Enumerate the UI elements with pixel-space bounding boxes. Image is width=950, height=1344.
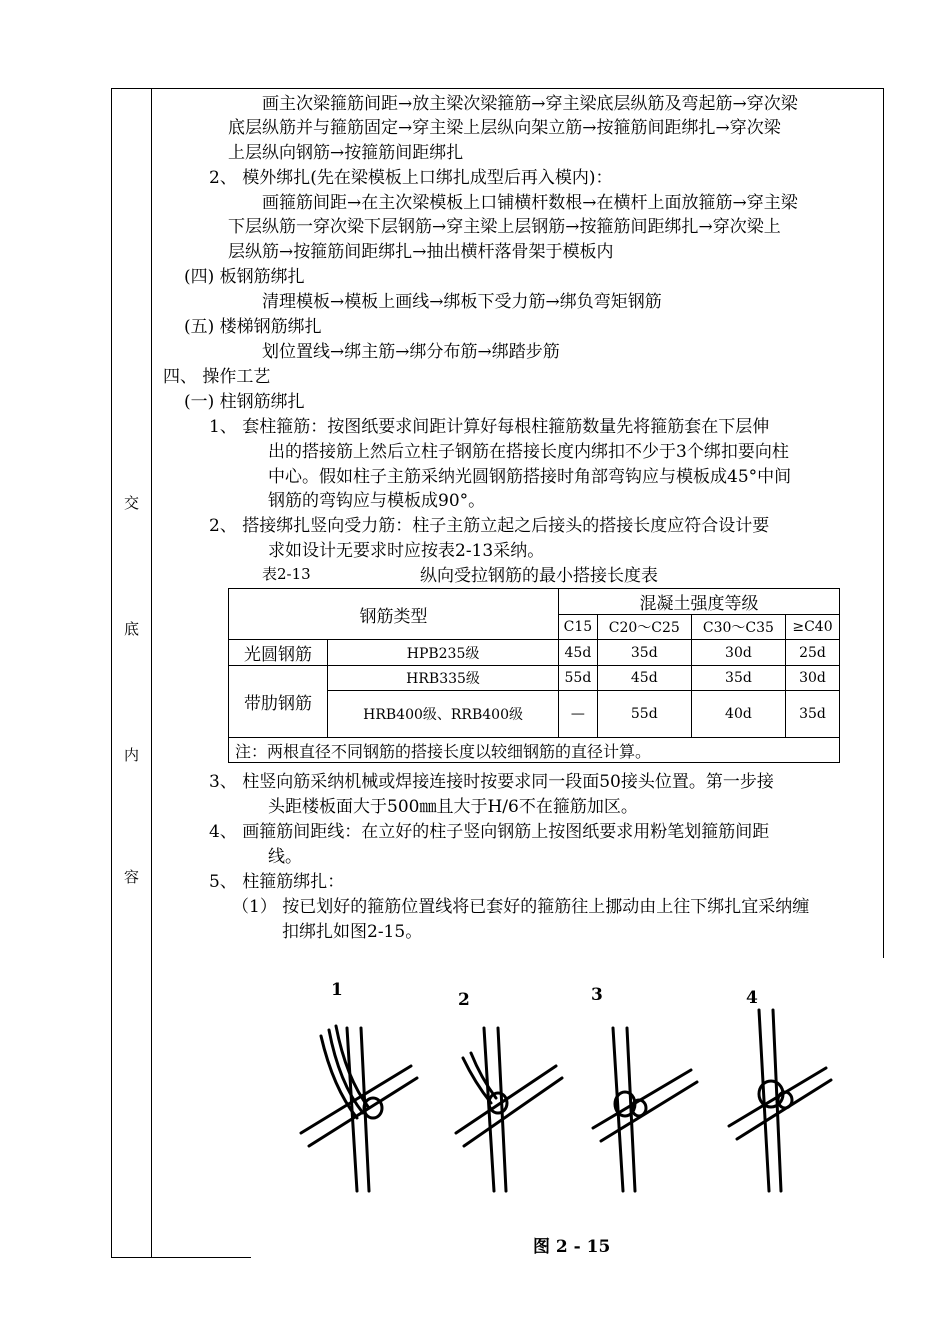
text-line: 线。 (268, 847, 302, 867)
text-line: 画箍筋间距→在主次梁模板上口铺横杆数根→在横杆上面放箍筋→穿主梁 (262, 193, 798, 213)
tie-step-1-drawing (301, 1026, 417, 1191)
tie-step-2-drawing (456, 1028, 562, 1191)
figure-step-number: 2 (458, 990, 470, 1010)
table-note: 注：两根直径不同钢筋的搭接长度以较细钢筋的直径计算。 (229, 738, 840, 763)
value-cell: — (559, 691, 598, 738)
subtype-cell: HPB235级 (328, 640, 559, 666)
figure-step-number: 3 (591, 985, 603, 1005)
text-line: 划位置线→绑主筋→绑分布筋→绑踏步筋 (262, 342, 560, 362)
subtype-cell: HRB335级 (328, 666, 559, 691)
text-line: 画主次梁箍筋间距→放主梁次梁箍筋→穿主梁底层纵筋及弯起筋→穿次梁 (262, 94, 798, 114)
text-line: （1） 按已划好的箍筋位置线将已套好的箍筋往上挪动由上往下绑扎宜采纳缠 (232, 897, 810, 917)
table-number: 表2-13 (262, 565, 311, 583)
subtype-cell: HRB400级、RRB400级 (328, 691, 559, 738)
header-type: 钢筋类型 (229, 589, 559, 640)
value-cell: 45d (559, 640, 598, 666)
text-line: 扣绑扎如图2-15。 (282, 922, 423, 942)
value-cell: 55d (559, 666, 598, 691)
text-line: 1、 套柱箍筋：按图纸要求间距计算好每根柱箍筋数量先将箍筋套在下层伸 (209, 417, 770, 437)
text-line: 3、 柱竖向筋采纳机械或焊接连接时按要求同一段面50接头位置。第一步接 (209, 772, 774, 792)
tie-step-4-drawing (729, 1010, 831, 1191)
text-line: 2、 搭接绑扎竖向受力筋：柱子主筋立起之后接头的搭接长度应符合设计要 (209, 516, 770, 536)
text-line: 清理模板→模板上画线→绑板下受力筋→绑负弯矩钢筋 (262, 292, 662, 312)
text-line: 头距楼板面大于500㎜且大于H/6不在箍筋加区。 (268, 797, 638, 817)
text-line: 层纵筋→按箍筋间距绑扎→抽出横杆落骨架于模板内 (228, 242, 614, 262)
value-cell: 25d (786, 640, 840, 666)
figure-step-number: 1 (331, 980, 343, 1000)
grade-col: C15 (559, 615, 598, 640)
figure-caption: 图 2 - 15 (533, 1237, 611, 1257)
text-line: 2、 模外绑扎(先在梁模板上口绑扎成型后再入模内)： (209, 168, 613, 188)
side-label-char: 容 (123, 868, 139, 886)
value-cell: 30d (786, 666, 840, 691)
value-cell: 30d (691, 640, 785, 666)
grade-col: C20～C25 (597, 615, 691, 640)
side-label-column (111, 88, 152, 1258)
side-label-char: 内 (123, 746, 139, 764)
text-line: 5、 柱箍筋绑扎： (209, 872, 345, 892)
lap-length-table (228, 588, 840, 763)
value-cell: 35d (786, 691, 840, 738)
text-line: 四、 操作工艺 (163, 367, 271, 387)
tie-figure (251, 958, 884, 1258)
text-line: (一) 柱钢筋绑扎 (184, 392, 305, 412)
grade-col: C30～C35 (691, 615, 785, 640)
text-line: 钢筋的弯钩应与模板成90°。 (268, 491, 486, 511)
side-label-char: 交 (123, 494, 139, 512)
header-grade: 混凝土强度等级 (559, 589, 840, 615)
value-cell: 35d (691, 666, 785, 691)
value-cell: 55d (597, 691, 691, 738)
text-line: 出的搭接筋上然后立柱子钢筋在搭接长度内绑扣不少于3个绑扣要向柱 (268, 442, 789, 462)
text-line: (四) 板钢筋绑扎 (184, 267, 305, 287)
value-cell: 35d (597, 640, 691, 666)
value-cell: 45d (597, 666, 691, 691)
text-line: 上层纵向钢筋→按箍筋间距绑扎 (228, 143, 464, 163)
figure-step-number: 4 (746, 988, 758, 1008)
text-line: 求如设计无要求时应按表2-13采纳。 (268, 541, 545, 561)
text-line: (五) 楼梯钢筋绑扎 (184, 317, 322, 337)
text-line: 4、 画箍筋间距线：在立好的柱子竖向钢筋上按图纸要求用粉笔划箍筋间距 (209, 822, 770, 842)
tie-step-3-drawing (593, 1028, 697, 1191)
table-title: 纵向受拉钢筋的最小搭接长度表 (420, 566, 658, 586)
text-line: 底层纵筋并与箍筋固定→穿主梁上层纵向架立筋→按箍筋间距绑扎→穿次梁 (228, 118, 781, 138)
side-label-char: 底 (123, 620, 139, 638)
category-cell: 带肋钢筋 (229, 666, 328, 738)
value-cell: 40d (691, 691, 785, 738)
category-cell: 光圆钢筋 (229, 640, 328, 666)
grade-col: ≥C40 (786, 615, 840, 640)
text-line: 下层纵筋一穿次梁下层钢筋→穿主梁上层钢筋→按箍筋间距绑扎→穿次梁上 (228, 217, 781, 237)
text-line: 中心。假如柱子主筋采纳光圆钢筋搭接时角部弯钩应与模板成45°中间 (268, 467, 792, 487)
tie-figure-drawing (251, 958, 884, 1258)
